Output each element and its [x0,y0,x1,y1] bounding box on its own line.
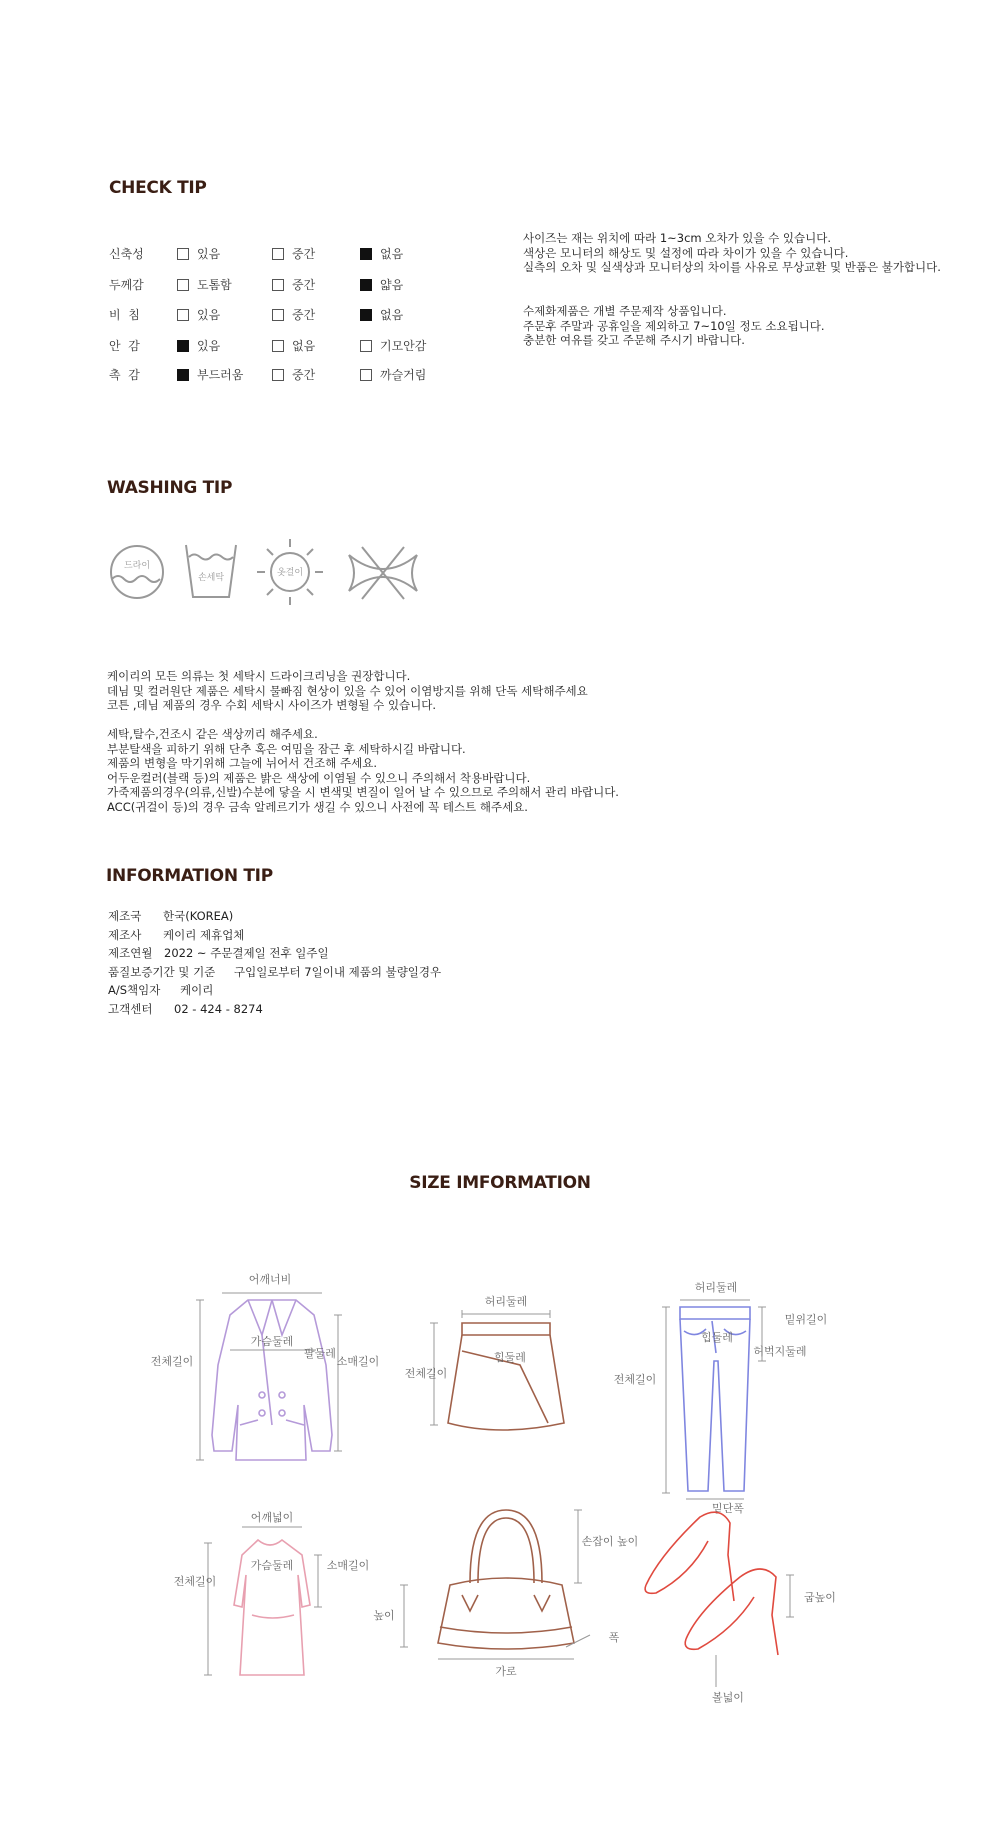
check-option[interactable] [360,337,426,354]
check-option[interactable] [177,276,232,293]
coat-chest-label: 가슴둘레 [250,1335,294,1348]
check-option[interactable] [360,276,403,293]
washing-tip-title: WASHING TIP [107,478,233,498]
washing-icons [100,535,440,605]
check-option-label: 까슬거림 [380,368,427,382]
checkbox-unchecked[interactable] [177,279,189,291]
info-value: 구입일로부터 7일이내 제품의 불량일경우 [234,964,442,979]
dress-total-label: 전체길이 [173,1575,217,1588]
washing-line: 가죽제품의경우(의류,신발)수분에 닿을 시 변색및 변질이 일어 날 수 있으므로 주의해서 관리 바랍니다. [107,785,619,800]
checkbox-checked[interactable] [177,340,189,352]
skirt-diagram [405,1294,564,1430]
check-tip-title: CHECK TIP [109,178,207,198]
info-value: 한국(KOREA) [163,909,234,923]
dress-diagram [174,1510,370,1675]
checkbox-unchecked[interactable] [177,309,189,321]
check-option-label: 없음 [292,339,316,353]
bag-drawing [438,1510,574,1649]
check-option-label: 얇음 [380,278,404,292]
check-row-label: 촉 감 [109,368,140,382]
bag-width-label: 가로 [495,1665,517,1678]
coat-drawing [212,1300,332,1460]
size-notes [523,231,941,275]
check-option-label: 없음 [380,247,404,261]
check-option[interactable] [272,245,315,262]
info-row-as [108,981,441,1000]
washing-line: 어두운컬러(블랙 등)의 제품은 밝은 색상에 이염될 수 있으니 주의해서 착용바랍니다. [107,770,531,785]
checkbox-unchecked[interactable] [272,369,284,381]
washing-line: 제품의 변형을 막기위해 그늘에 뉘어서 건조해 주세요. [107,756,377,771]
check-option[interactable] [272,337,315,354]
check-option[interactable] [360,245,403,262]
info-row-maker [108,926,441,945]
dress-chest-label: 가슴둘레 [250,1559,294,1572]
checkbox-unchecked[interactable] [360,340,372,352]
pants-thigh-label: 허벅지둘레 [753,1345,807,1358]
shoes-drawing [645,1512,778,1655]
check-option[interactable] [272,276,315,293]
skirt-total-label: 전체길이 [404,1367,448,1380]
pants-hem-label: 밑단폭 [712,1502,744,1515]
check-option-label: 부드러움 [197,368,244,382]
checkbox-checked[interactable] [360,248,372,260]
coat-diagram [151,1272,380,1460]
bag-diagram [373,1510,638,1678]
check-option-label: 중간 [292,278,316,292]
coat-total-label: 전체길이 [150,1355,194,1368]
info-row-cs [108,1000,441,1019]
info-key: 제조연월 [108,946,153,960]
coat-arm-label: 팔둘레 [304,1347,336,1360]
check-option-label: 기모안감 [380,339,427,353]
check-option-label: 중간 [292,368,316,382]
dry-clean-label: 드라이 [123,561,151,571]
checkbox-unchecked[interactable] [272,309,284,321]
coat-sleeve-label: 소매길이 [336,1355,380,1368]
info-value: 케이리 [180,983,214,997]
checkbox-unchecked[interactable] [177,248,189,260]
pants-waist-label: 허리둘레 [694,1281,738,1294]
info-key: 고객센터 [108,1001,153,1016]
check-option[interactable] [272,366,315,383]
check-row-label: 안 감 [109,339,140,353]
shoes-diagram [645,1512,836,1704]
dry-clean-icon [111,546,163,598]
washing-line: 세탁,탈수,건조시 같은 색상끼리 해주세요. [107,727,318,741]
check-row-label: 두께감 [109,278,144,292]
info-value: 02 - 424 - 8274 [174,1001,263,1016]
information-list [108,907,441,1018]
check-option-label: 있음 [197,308,221,322]
check-option[interactable] [272,306,315,323]
info-key: A/S책임자 [108,983,161,997]
check-option-label: 없음 [380,308,404,322]
washing-line: 데님 및 컬러원단 제품은 세탁시 물빠짐 현상이 있을 수 있어 이염방지를 위해 단독 세탁해주세요 [107,683,588,698]
hang-dry-icon [257,539,323,605]
washing-line: 케이리의 모든 의류는 첫 세탁시 드라이크리닝을 권장합니다. [107,669,411,683]
check-option-label: 중간 [292,247,316,261]
check-option[interactable] [360,306,403,323]
bag-depth-label: 폭 [608,1631,620,1644]
note-line: 주문후 주말과 공휴일을 제외하고 7~10일 정도 소요됩니다. [523,318,825,333]
bag-handle-label: 손잡이 높이 [581,1535,639,1548]
checkbox-unchecked[interactable] [360,369,372,381]
pants-diagram [614,1280,828,1515]
checkbox-unchecked[interactable] [272,340,284,352]
checkbox-unchecked[interactable] [272,279,284,291]
note-line: 사이즈는 재는 위치에 따라 1~3cm 오차가 있을 수 있습니다. [523,231,831,245]
skirt-hip-label: 힙둘레 [494,1351,526,1364]
check-option[interactable] [177,306,220,323]
washing-line: 코튼 ,데님 제품의 경우 수회 세탁시 사이즈가 변형될 수 있습니다. [107,698,437,713]
check-option-label: 있음 [197,247,221,261]
info-value: 케이리 제휴업체 [163,927,245,942]
check-option[interactable] [360,366,426,383]
check-row-label: 신축성 [109,247,144,261]
dress-shoulder-label: 어깨넓이 [250,1511,294,1524]
check-option[interactable] [177,337,220,354]
info-row-country [108,907,441,926]
info-key: 품질보증기간 및 기준 [108,964,216,979]
handmade-notes [523,304,825,348]
skirt-drawing [448,1323,564,1430]
note-line: 색상은 모니터의 해상도 및 설정에 따라 차이가 있을 수 있습니다. [523,245,849,260]
shoes-heel-label: 굽높이 [804,1591,836,1604]
checkbox-checked[interactable] [360,279,372,291]
dress-sleeve-label: 소매길이 [326,1559,370,1572]
washing-line: 부분탈색을 피하기 위해 단추 혹은 여밈을 잠근 후 세탁하시길 바랍니다. [107,741,466,756]
info-row-date [108,944,441,963]
info-key: 제조국 [108,909,142,923]
washing-line: ACC(귀걸이 등)의 경우 금속 알레르기가 생길 수 있으니 사전에 꼭 테스트 해주세요. [107,799,528,814]
note-line: 충분한 여유를 갖고 주문해 주시기 바랍니다. [523,333,745,347]
skirt-waist-label: 허리둘레 [484,1295,528,1308]
checkbox-unchecked[interactable] [272,248,284,260]
info-key: 제조사 [108,927,142,942]
hand-wash-icon [186,545,236,597]
note-line: 실측의 오차 및 실색상과 모니터상의 차이를 사유로 무상교환 및 반품은 불가합니다. [523,260,941,274]
washing-paragraph-1 [107,669,588,713]
no-wring-icon [349,547,417,599]
info-value: 2022 ~ 주문결제일 전후 일주일 [164,946,329,960]
check-option[interactable] [177,245,220,262]
information-tip-title: INFORMATION TIP [106,866,273,886]
hang-dry-label: 옷걸이 [276,568,304,578]
check-option[interactable] [177,366,243,383]
checkbox-checked[interactable] [360,309,372,321]
size-diagrams [0,1255,1000,1705]
hand-wash-label: 손세탁 [197,573,225,583]
coat-shoulder-label: 어깨너비 [248,1273,292,1286]
check-option-label: 있음 [197,339,221,353]
shoes-ball-label: 볼넓이 [712,1691,744,1704]
size-information-title: SIZE IMFORMATION [409,1173,591,1193]
info-row-warranty [108,963,441,982]
pants-total-label: 전체길이 [613,1373,657,1386]
checkbox-checked[interactable] [177,369,189,381]
pants-hip-label: 힙둘레 [701,1331,733,1344]
bag-height-label: 높이 [373,1609,395,1622]
check-row-label: 비 침 [109,308,140,322]
check-option-label: 중간 [292,308,316,322]
washing-paragraph-2 [107,727,619,815]
check-option-label: 도톰함 [197,278,232,292]
pants-rise-label: 밑위길이 [784,1313,828,1326]
note-line: 수제화제품은 개별 주문제작 상품입니다. [523,304,727,318]
